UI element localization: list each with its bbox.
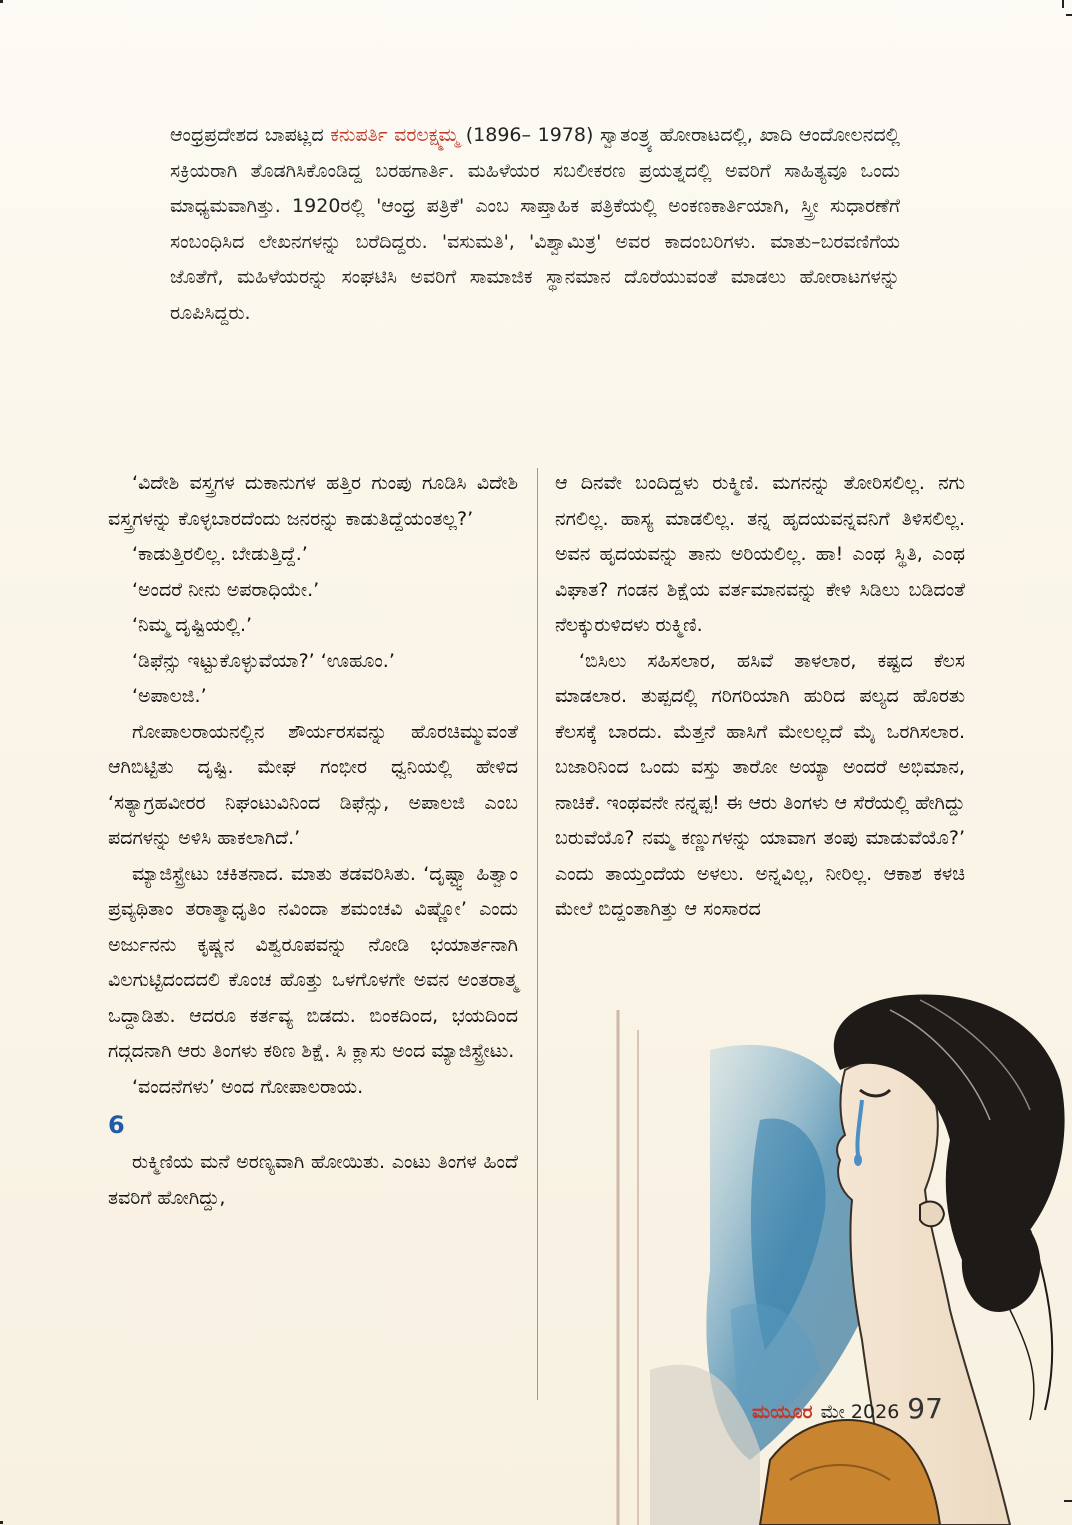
paragraph: ರುಕ್ಮಿಣಿಯ ಮನೆ ಅರಣ್ಯವಾಗಿ ಹೋಯಿತು. ಎಂಟು ತಿಂಗಳ ಹಿಂದೆ ತವರಿಗೆ ಹೋಗಿದ್ದು, [108, 1151, 518, 1209]
paragraph: ‘ಬಿಸಿಲು ಸಹಿಸಲಾರ, ಹಸಿವೆ ತಾಳಲಾರ, ಕಷ್ಟದ ಕೆಲಸ ಮಾಡಲಾರ. ತುಪ್ಪದಲ್ಲಿ ಗರಿಗರಿಯಾಗಿ ಹುರಿದ ಪಲ್ಯದ ಹೊರತು ಕೆಲಸಕ್ಕೆ ಬಾರದು. ಮೆತ್ತನೆ ಹಾಸಿಗೆ ಮೇಲಲ್ಲದೆ ಮೈ ಒರಗಿಸಲಾರ. ಬಜಾರಿನಿಂದ ಒಂದು ವಸ್ತು ತಾರೋ ಅಯ್ಯಾ ಅಂದರೆ ಅಭಿಮಾನ, ನಾಚಿಕೆ. ಇಂಥವನೇ ನನ್ನಪ್ಪ! ಈ ಆರು ತಿಂಗಳು ಆ ಸೆರೆಯಲ್ಲಿ ಹೇಗಿದ್ದು ಬರುವೆಯೊ? ನಮ್ಮ ಕಣ್ಣುಗಳನ್ನು ಯಾವಾಗ ತಂಪು ಮಾಡುವೆಯೊ?’ ಎಂದು ತಾಯ್ತಂದೆಯ ಅಳಲು. ಅನ್ನವಿಲ್ಲ, ನೀರಿಲ್ಲ. ಆಕಾಶ ಕಳಚಿ ಮೇಲೆ ಬಿದ್ದಂತಾಗಿತ್ತು ಆ ಸಂಸಾರದ [555, 649, 965, 920]
paragraph: ‘ಅಪಾಲಜಿ.’ [132, 685, 207, 707]
crop-mark-right-upper [1066, 14, 1072, 16]
page-number: 97 [907, 1392, 943, 1425]
paragraph: ‘ವಿದೇಶಿ ವಸ್ತ್ರಗಳ ದುಕಾನುಗಳ ಹತ್ತಿರ ಗುಂಪು ಗೂಡಿಸಿ ವಿದೇಶಿ ವಸ್ತ್ರಗಳನ್ನು ಕೊಳ್ಳಬಾರದೆಂದು ಜನರನ್ನು ಕಾಡುತಿದ್ದೆಯಂತಲ್ಲ?’ [108, 472, 518, 530]
crop-mark-top-right [1062, 0, 1064, 8]
paragraph: ಆ ದಿನವೇ ಬಂದಿದ್ದಳು ರುಕ್ಮಿಣಿ. ಮಗನನ್ನು ತೋರಿಸಲಿಲ್ಲ. ನಗು ನಗಲಿಲ್ಲ. ಹಾಸ್ಯ ಮಾಡಲಿಲ್ಲ. ತನ್ನ ಹೃದಯವನ್ನವನಿಗೆ ತಿಳಿಸಲಿಲ್ಲ. ಅವನ ಹೃದಯವನ್ನು ತಾನು ಅರಿಯಲಿಲ್ಲ. ಹಾ! ಎಂಥ ಸ್ಥಿತಿ, ಎಂಥ ವಿಘಾತ? ಗಂಡನ ಶಿಕ್ಷೆಯ ವರ್ತಮಾನವನ್ನು ಕೇಳಿ ಸಿಡಿಲು ಬಡಿದಂತೆ ನೆಲಕ್ಕುರುಳಿದಳು ರುಕ್ಮಿಣಿ. [555, 472, 965, 636]
paragraph: ಮ್ಯಾಜಿಸ್ಟ್ರೇಟು ಚಕಿತನಾದ. ಮಾತು ತಡವರಿಸಿತು. ‘ದೃಷ್ಟ್ವಾ ಹಿತ್ವಾಂ ಪ್ರವ್ಯಥಿತಾಂ ತರಾತ್ಮಾಧೃತಿಂ ನವಿಂದಾ ಶಮಂಚವಿ ವಿಷ್ಣೋ’ ಎಂದು ಅರ್ಜುನನು ಕೃಷ್ಣನ ವಿಶ್ವರೂಪವನ್ನು ನೋಡಿ ಭಯಾರ್ತನಾಗಿ ವಿಲಗುಟ್ಟಿದಂದದಲಿ ಕೊಂಚ ಹೊತ್ತು ಒಳಗೊಳಗೇ ಅವನ ಅಂತರಾತ್ಮ ಒದ್ದಾಡಿತು. ಆದರೂ ಕರ್ತವ್ಯ ಬಿಡದು. ಬಿಂಕದಿಂದ, ಭಯದಿಂದ ಗದ್ಗದನಾಗಿ ಆರು ತಿಂಗಳು ಕಠಿಣ ಶಿಕ್ಷೆ. ಸಿ ಕ್ಲಾಸು ಅಂದ ಮ್ಯಾಜಿಸ್ಟ್ರೇಟು. [108, 862, 518, 1062]
paragraph: ‘ಅಂದರೆ ನೀನು ಅಪರಾಧಿಯೇ.’ [132, 578, 320, 601]
paragraph: ‘ನಿಮ್ಮ ದೃಷ್ಟಿಯಲ್ಲಿ.’ [132, 614, 253, 636]
paragraph: ‘ವಂದನೆಗಳು’ ಅಂದ ಗೋಪಾಲರಾಯ. [132, 1075, 364, 1098]
column-divider [537, 468, 538, 1400]
crop-mark-top-left [0, 0, 3, 3]
issue-date: ಮೇ 2026 [820, 1401, 900, 1423]
left-column [108, 466, 518, 1216]
info-text-rest: (1896– 1978) ಸ್ವಾತಂತ್ರ್ಯ ಹೋರಾಟದಲ್ಲಿ, ಖಾದಿ ಆಂದೋಲನದಲ್ಲಿ ಸಕ್ರಿಯರಾಗಿ ತೊಡಗಿಸಿಕೊಂಡಿದ್ದ ಬರಹಗಾರ್ತಿ. ಮಹಿಳೆಯರ ಸಬಲೀಕರಣ ಪ್ರಯತ್ನದಲ್ಲಿ ಅವರಿಗೆ ಸಾಹಿತ್ಯವೂ ಒಂದು ಮಾಧ್ಯಮವಾಗಿತ್ತು. 1920ರಲ್ಲಿ 'ಆಂಧ್ರ ಪತ್ರಿಕೆ' ಎಂಬ ಸಾಪ್ತಾಹಿಕ ಪತ್ರಿಕೆಯಲ್ಲಿ ಅಂಕಣಕಾರ್ತಿಯಾಗಿ, ಸ್ತ್ರೀ ಸುಧಾರಣೆಗೆ ಸಂಬಂಧಿಸಿದ ಲೇಖನಗಳನ್ನು ಬರೆದಿದ್ದರು. 'ವಸುಮತಿ', 'ವಿಶ್ವಾಮಿತ್ರ' ಅವರ ಕಾದಂಬರಿಗಳು. ಮಾತು–ಬರವಣಿಗೆಯ ಜೊತೆಗೆ, ಮಹಿಳೆಯರನ್ನು ಸಂಘಟಿಸಿ ಅವರಿಗೆ ಸಾಮಾಜಿಕ ಸ್ಥಾನಮಾನ ದೊರೆಯುವಂತೆ ಮಾಡಲು ಹೋರಾಟಗಳನ್ನು ರೂಪಿಸಿದ್ದರು. [170, 124, 901, 324]
crying-woman-illustration [590, 990, 1072, 1525]
magazine-name: ಮಯೂರ [752, 1401, 813, 1423]
paragraph: ಗೋಪಾಲರಾಯನಲ್ಲಿನ ಶೌರ್ಯರಸವನ್ನು ಹೊರಚಿಮ್ಮುವಂತೆ ಆಗಿಬಿಟ್ಟಿತು ದೃಷ್ಟಿ. ಮೇಘ ಗಂಭೀರ ಧ್ವನಿಯಲ್ಲಿ ಹೇಳಿದ ‘ಸತ್ಯಾಗ್ರಹವೀರರ ನಿಘಂಟುವಿನಿಂದ ಡಿಫೆನ್ಸು, ಅಪಾಲಜಿ ಎಂಬ ಪದಗಳನ್ನು ಅಳಿಸಿ ಹಾಕಲಾಗಿದೆ.’ [108, 720, 518, 849]
paragraph: ‘ಕಾಡುತ್ತಿರಲಿಲ್ಲ. ಬೇಡುತ್ತಿದ್ದೆ.’ [132, 543, 308, 565]
right-column [555, 466, 965, 928]
section-number: 6 [108, 1111, 125, 1139]
author-name: ಕನುಪರ್ತಿ ವರಲಕ್ಷ್ಮಮ್ಮ [330, 124, 460, 146]
author-info-box [170, 118, 900, 331]
info-text-start: ಆಂಧ್ರಪ್ರದೇಶದ ಬಾಪಟ್ಲದ [170, 124, 331, 146]
crop-mark-bottom-left [0, 1521, 3, 1524]
page-footer [752, 1392, 943, 1425]
paragraph: ‘ಡಿಫೆನ್ಸು ಇಟ್ಟುಕೊಳ್ಳುವೆಯಾ?’ ‘ಊಹೂಂ.’ [132, 649, 395, 672]
